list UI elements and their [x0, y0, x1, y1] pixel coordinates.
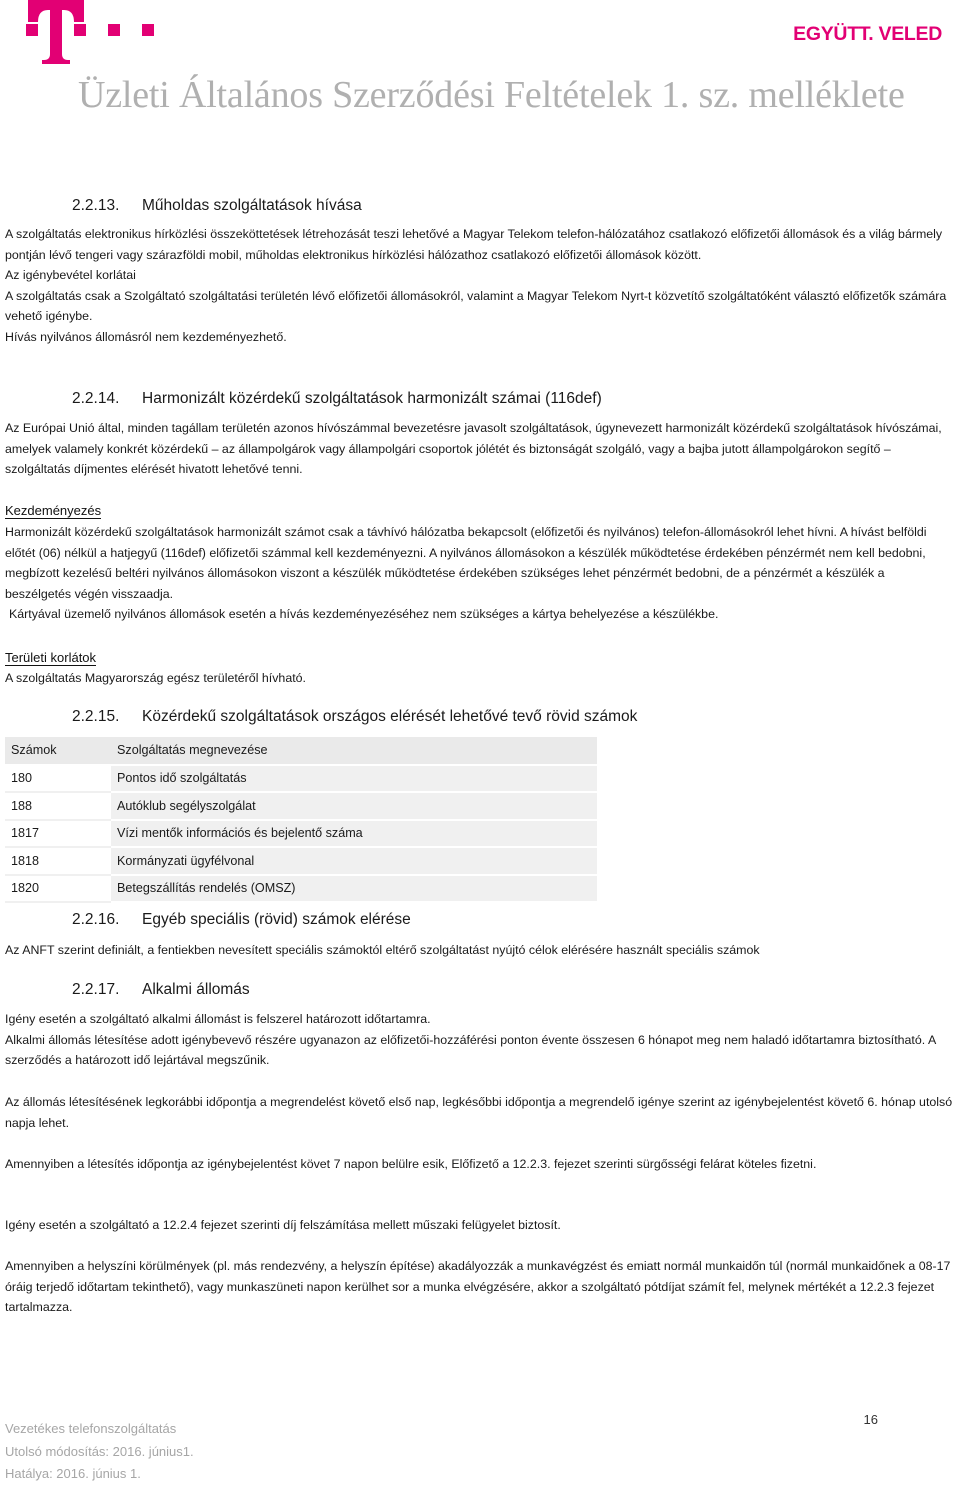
- paragraph: Harmonizált közérdekű szolgáltatások harmonizált számot csak a távhívó hálózatba bekapcsolt (előfizetői és nyilvános) telefon-állomásokról lehet hívni. A hívást belföldi előtét (06) nélkül a hatjegyű (116def) előfizetői számmal kell kezdeményezni. A nyilvános állomásokon a készülék működtetése érdekében pénzérmét nem kell bedobni, megbízott kezelésű beltéri nyilvános állomásokon viszont a készülék működtetése érdekében szükséges lehet pénzérmét bedobni, de a pénzérmét a készülék a beszélgetés végén visszaadja.: [5, 525, 927, 601]
- table-row: [5, 792, 597, 819]
- table-cell: 1820: [5, 875, 111, 902]
- section-heading-2-2-16: [72, 910, 411, 930]
- paragraph: Az Európai Unió által, minden tagállam területén azonos hívószámmal bevezetésre javasolt szolgáltatások, úgynevezett harmonizált közérdekű szolgáltatások hívószámai, amelyek valamely konkrét közérdekű – az állampolgárok vagy állampolgári csoportok jólétét és biztonságát szolgáló, vagy a bajba jutott állampolgárokon segítő – szolgáltatás díjmentes elérését hivatott lehetővé tenni.: [5, 421, 942, 477]
- paragraph: Igény esetén a szolgáltató a 12.2.4 fejezet szerinti díj felszámítása mellett műszaki felügyelet biztosít.: [5, 1218, 561, 1232]
- section-body-area: [5, 668, 953, 689]
- slogan: EGYÜTT. VELED: [793, 23, 942, 45]
- subheading-kezdemenyezes: Kezdeményezés: [5, 503, 102, 518]
- section-number: 2.2.17.: [72, 981, 120, 998]
- paragraph-block: [5, 1154, 953, 1175]
- section-body-2-2-14: [5, 522, 953, 625]
- paragraph-block: [5, 1092, 953, 1133]
- table-cell: Pontos idő szolgáltatás: [111, 765, 597, 792]
- table-cell: 1817: [5, 820, 111, 847]
- section-title: Közérdekű szolgáltatások országos elérését lehetővé tevő rövid számok: [142, 708, 638, 725]
- table-cell: 180: [5, 765, 111, 792]
- table-cell: Vízi mentők információs és bejelentő száma: [111, 820, 597, 847]
- table-cell: 188: [5, 792, 111, 819]
- subheading-teruleti-korlatok: Területi korlátok: [5, 650, 97, 665]
- section-title: Műholdas szolgáltatások hívása: [142, 197, 362, 214]
- table-row: [5, 820, 597, 847]
- paragraph: Az ANFT szerint definiált, a fentiekben nevesített speciális számoktól eltérő szolgáltatást nyújtó célok elérésére használt speciális számok: [5, 943, 760, 957]
- paragraph: Az állomás létesítésének legkorábbi időpontja a megrendelést követő első nap, legkésőbbi időpontja a megrendelő igénye szerint az igénybejelentést követő 6. hónap utolsó napja lehet.: [5, 1095, 953, 1130]
- table-cell: 1818: [5, 847, 111, 874]
- section-title: Alkalmi állomás: [142, 981, 250, 998]
- paragraph: Igény esetén a szolgáltató alkalmi állomást is felszerel határozott időtartamra.: [5, 1012, 431, 1026]
- table-cell: Kormányzati ügyfélvonal: [111, 847, 597, 874]
- section-number: 2.2.16.: [72, 911, 120, 928]
- short-numbers-table: [5, 737, 597, 903]
- paragraph-block: [5, 1256, 953, 1318]
- table-header-row: [5, 737, 597, 765]
- paragraph: A szolgáltatás elektronikus hírközlési összeköttetések létrehozását teszi lehetővé a Magyar Telekom telefon-hálózatához csatlakozó előfizetői állomások és a világ bármely pontján lévő tengeri vagy szárazföldi mobil, műholdas elektronikus hírközlési hálózathoz csatlakozó előfizetői állomások között.: [5, 227, 943, 262]
- page-number: 16: [863, 1412, 878, 1427]
- section-number: 2.2.14.: [72, 390, 120, 407]
- section-heading-2-2-17: [72, 980, 250, 1000]
- section-heading-2-2-14: [72, 389, 602, 409]
- paragraph: A szolgáltatás Magyarország egész területéről hívható.: [5, 671, 306, 685]
- telekom-t-logo-icon: [26, 0, 166, 64]
- section-number: 2.2.15.: [72, 708, 120, 725]
- table-cell: Autóklub segélyszolgálat: [111, 792, 597, 819]
- footer: [5, 1418, 194, 1486]
- footer-effective-date: Hatálya: 2016. június 1.: [5, 1466, 141, 1481]
- table-row: [5, 847, 597, 874]
- paragraph: Alkalmi állomás létesítése adott igénybevevő részére ugyanazon az előfizetői-hozzáférési ponton évente összesen 6 hónapot meg nem haladó időtartamra biztosítható. A szerződés a határozott idő lejártával megszűnik.: [5, 1032, 936, 1068]
- table-row: [5, 765, 597, 792]
- table-header-cell: Számok: [5, 737, 111, 765]
- footer-last-modified: Utolsó módosítás: 2016. június1.: [5, 1443, 194, 1459]
- section-title: Harmonizált közérdekű szolgáltatások harmonizált számai (116def): [142, 390, 602, 407]
- paragraph: A szolgáltatás csak a Szolgáltató szolgáltatási területén lévő előfizetői állomásokról, valamint a Magyar Telekom Nyrt-t közvetítő szolgáltatóként választó előfizetők számára vehető igénybe.: [5, 288, 947, 324]
- footer-service-name: Vezetékes telefonszolgáltatás: [5, 1421, 177, 1436]
- section-title: Egyéb speciális (rövid) számok elérése: [142, 911, 411, 928]
- table-cell: Betegszállítás rendelés (OMSZ): [111, 875, 597, 902]
- section-heading-2-2-13: [72, 196, 362, 216]
- paragraph: Az igénybevétel korlátai: [5, 268, 136, 283]
- section-intro-2-2-14: [5, 418, 953, 480]
- document-title: Üzleti Általános Szerződési Feltételek 1. sz. melléklete: [78, 74, 905, 116]
- paragraph: Amennyiben a helyszíni körülmények (pl. más rendezvény, a helyszín építése) akadályozzák a munkavégzést és emiatt normál munkaidőn túl (normál munkaidőnek a 08-17 óráig terjedő időtartam tekinthető), vagy munkaszüneti napon kerülhet sor a munka elvégzésére, akkor a szolgáltató pótdíjat számít fel, melynek mértékét a 12.2.3 fejezet tartalmazza.: [5, 1259, 951, 1315]
- section-body-2-2-16: [5, 940, 953, 961]
- paragraph: Hívás nyilvános állomásról nem kezdeményezhető.: [5, 329, 287, 344]
- paragraph-block: [5, 1215, 953, 1236]
- paragraph: Kártyával üzemelő nyilvános állomások esetén a hívás kezdeményezéséhez nem szükséges a kártya behelyezése a készülékbe.: [9, 607, 719, 622]
- table-row: [5, 875, 597, 902]
- paragraph: Amennyiben a létesítés időpontja az igénybejelentést követ 7 napon belülre esik, Előfizető a 12.2.3. fejezet szerinti sürgősségi felárat köteles fizetni.: [5, 1157, 817, 1171]
- table-header-cell: Szolgáltatás megnevezése: [111, 737, 597, 765]
- section-heading-2-2-15: [72, 707, 637, 727]
- section-number: 2.2.13.: [72, 197, 120, 214]
- section-body-2-2-13: [5, 224, 953, 348]
- section-body-2-2-17: [5, 1009, 953, 1071]
